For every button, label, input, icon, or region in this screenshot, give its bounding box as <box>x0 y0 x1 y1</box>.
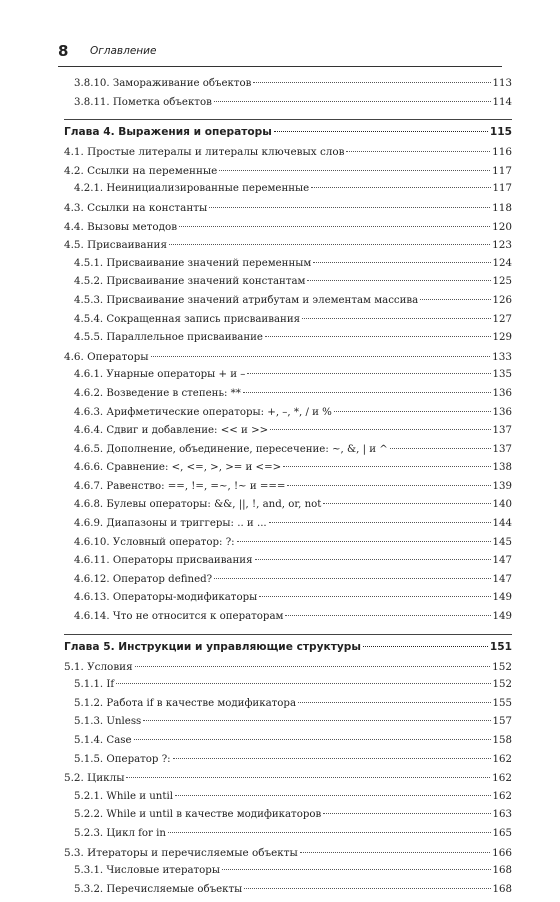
entry-title: 4.6.6. Сравнение: <, <=, >, >= и <=> <box>74 462 282 474</box>
entry-page-number: 117 <box>492 183 512 195</box>
entry-title: 4.5.4. Сокращенная запись присваивания <box>74 313 301 325</box>
entry-page-number: 139 <box>492 480 512 492</box>
entry-title: 4.6.12. Оператор defined? <box>74 573 213 585</box>
dot-leader <box>219 170 490 171</box>
entry-page-number: 162 <box>492 772 512 785</box>
toc-entry <box>64 239 512 258</box>
entry-title: Глава 4. Выражения и операторы <box>64 126 272 139</box>
entry-page-number: 116 <box>492 146 512 159</box>
dot-leader <box>307 280 490 281</box>
dot-leader <box>298 702 491 703</box>
dot-leader <box>259 596 490 597</box>
entry-title: 3.8.11. Пометка объектов <box>74 96 212 108</box>
entry-page-number: 115 <box>489 126 512 139</box>
toc-entry <box>64 388 512 407</box>
dot-leader <box>420 299 490 300</box>
entry-page-number: 149 <box>492 611 512 623</box>
entry-title: 5.3.1. Числовые итераторы <box>74 865 220 877</box>
entry-page-number: 149 <box>492 592 512 604</box>
dot-leader <box>300 852 490 853</box>
entry-page-number: 152 <box>492 679 512 691</box>
entry-title: 4.6.3. Арифметические операторы: +, –, *, / и % <box>74 406 332 418</box>
toc-entry <box>64 295 512 314</box>
dot-leader <box>302 318 491 319</box>
toc-entry <box>64 574 512 593</box>
dot-leader <box>313 262 490 263</box>
entry-title: 3.8.10. Замораживание объектов <box>74 78 252 89</box>
running-title: Оглавление <box>90 45 157 57</box>
entry-title: 5.2.2. While и until в качестве модификаторов <box>74 809 322 821</box>
entry-page-number: 113 <box>492 78 512 89</box>
dot-leader <box>363 646 488 647</box>
entry-title: 4.3. Ссылки на константы <box>64 201 208 214</box>
entry-page-number: 129 <box>492 332 512 344</box>
entry-page-number: 147 <box>492 555 512 567</box>
toc-entry <box>64 462 512 481</box>
dot-leader <box>269 522 491 523</box>
entry-page-number: 138 <box>492 462 512 474</box>
dot-leader <box>247 373 490 374</box>
dot-leader <box>323 813 490 814</box>
entry-page-number: 165 <box>492 827 512 839</box>
entry-title: 4.6.1. Унарные операторы + и – <box>74 369 246 381</box>
toc-entry <box>64 828 512 847</box>
entry-title: 4.6. Операторы <box>64 350 149 363</box>
toc-entry <box>64 332 512 351</box>
entry-title: 4.6.5. Дополнение, объединение, пересечение: ~, &, | и ^ <box>74 443 388 455</box>
toc-entry <box>64 499 512 518</box>
dot-leader <box>173 758 491 759</box>
entry-page-number: 120 <box>492 220 512 233</box>
entry-title: Глава 5. Инструкции и управляющие структуры <box>64 640 361 653</box>
toc-entry <box>64 865 512 884</box>
toc-entry <box>64 481 512 500</box>
toc-entry <box>64 369 512 388</box>
entry-title: 4.6.9. Диапазоны и триггеры: .. и ... <box>74 518 267 530</box>
entry-page-number: 162 <box>492 753 512 765</box>
entry-page-number: 157 <box>492 716 512 728</box>
toc-entry <box>64 735 512 754</box>
entry-page-number: 126 <box>492 294 512 306</box>
entry-page-number: 114 <box>492 96 512 108</box>
dot-leader <box>116 683 490 684</box>
entry-page-number: 140 <box>492 499 512 511</box>
dot-leader <box>151 356 491 357</box>
header-rule <box>58 66 502 67</box>
entry-page-number: 137 <box>492 443 512 455</box>
toc-entry <box>64 537 512 556</box>
entry-page-number: 136 <box>492 387 512 399</box>
entry-page-number: 144 <box>492 518 512 530</box>
entry-title: 4.5.2. Присваивание значений константам <box>74 276 306 288</box>
toc-entry <box>64 555 512 574</box>
dot-leader <box>244 888 490 889</box>
entry-page-number: 152 <box>492 660 512 673</box>
toc-entry <box>64 425 512 444</box>
entry-title: 4.1. Простые литералы и литералы ключевых слов <box>64 146 345 159</box>
entry-page-number: 124 <box>492 257 512 269</box>
entry-title: 5.2.1. While и until <box>74 790 173 802</box>
entry-title: 4.5. Присваивания <box>64 239 168 252</box>
dot-leader <box>143 720 490 721</box>
entry-title: 5.1. Условия <box>64 660 133 673</box>
dot-leader <box>323 503 490 504</box>
toc-entry <box>64 698 512 717</box>
dot-leader <box>346 151 490 152</box>
entry-title: 4.6.8. Булевы операторы: &&, ||, !, and, or, not <box>74 499 322 511</box>
toc-entry <box>64 183 512 202</box>
entry-title: 4.6.14. Что не относится к операторам <box>74 611 284 623</box>
toc-entry <box>64 314 512 333</box>
dot-leader <box>168 832 491 833</box>
entry-page-number: 137 <box>492 425 512 437</box>
toc-chapter-entry <box>64 641 512 661</box>
entry-page-number: 125 <box>492 276 512 288</box>
entry-title: 5.3. Итераторы и перечисляемые объекты <box>64 846 298 859</box>
entry-page-number: 163 <box>492 809 512 821</box>
entry-page-number: 168 <box>492 865 512 877</box>
page-number: 8 <box>58 42 69 60</box>
dot-leader <box>390 448 491 449</box>
entry-title: 4.6.13. Операторы-модификаторы <box>74 592 258 604</box>
toc-entry <box>64 202 512 221</box>
dot-leader <box>274 131 488 132</box>
entry-title: 5.1.4. Case <box>74 735 132 746</box>
entry-title: 4.4. Вызовы методов <box>64 220 178 233</box>
entry-page-number: 168 <box>492 883 512 895</box>
entry-page-number: 158 <box>492 735 512 746</box>
entry-title: 4.5.1. Присваивание значений переменным <box>74 257 312 269</box>
toc-entry <box>64 661 512 680</box>
dot-leader <box>255 559 491 560</box>
toc-entry <box>64 146 512 165</box>
toc-entry <box>64 97 512 116</box>
entry-title: 5.1.2. Работа if в качестве модификатора <box>74 697 297 709</box>
entry-page-number: 136 <box>492 406 512 418</box>
dot-leader <box>214 101 491 102</box>
toc-entry <box>64 611 512 630</box>
dot-leader <box>311 187 490 188</box>
dot-leader <box>334 411 491 412</box>
toc-entry <box>64 165 512 184</box>
entry-page-number: 117 <box>492 164 512 177</box>
dot-leader <box>243 392 491 393</box>
dot-leader <box>270 429 490 430</box>
entry-page-number: 166 <box>492 846 512 859</box>
dot-leader <box>265 336 491 337</box>
toc-entry <box>64 754 512 773</box>
toc-entry <box>64 847 512 866</box>
entry-page-number: 155 <box>492 697 512 709</box>
entry-title: 4.6.4. Сдвиг и добавление: << и >> <box>74 425 269 437</box>
toc-entry <box>64 444 512 463</box>
page-header <box>58 40 502 64</box>
dot-leader <box>175 795 491 796</box>
dot-leader <box>134 739 491 740</box>
entry-title: 4.6.11. Операторы присваивания <box>74 555 253 567</box>
entry-title: 4.5.5. Параллельное присваивание <box>74 332 263 344</box>
toc-entry <box>64 884 512 902</box>
entry-page-number: 127 <box>492 313 512 325</box>
entry-title: 4.5.3. Присваивание значений атрибутам и элементам массива <box>74 294 419 306</box>
entry-title: 4.6.10. Условный оператор: ?: <box>74 536 235 548</box>
entry-title: 5.1.1. If <box>74 679 115 691</box>
dot-leader <box>283 466 490 467</box>
toc-entry <box>64 592 512 611</box>
section-divider <box>64 634 512 635</box>
dot-leader <box>179 226 490 227</box>
dot-leader <box>222 869 491 870</box>
entry-title: 4.6.2. Возведение в степень: ** <box>74 387 241 399</box>
dot-leader <box>126 777 490 778</box>
entry-page-number: 135 <box>492 369 512 381</box>
toc-entry <box>64 351 512 370</box>
entry-page-number: 118 <box>492 201 512 214</box>
toc-entry <box>64 78 512 97</box>
entry-page-number: 162 <box>492 790 512 802</box>
toc-entry <box>64 518 512 537</box>
dot-leader <box>209 207 490 208</box>
section-divider <box>64 119 512 120</box>
toc-entry <box>64 791 512 810</box>
table-of-contents <box>64 78 512 902</box>
entry-title: 5.1.5. Оператор ?: <box>74 753 171 765</box>
toc-entry <box>64 258 512 277</box>
entry-title: 4.6.7. Равенство: ==, !=, =~, !~ и === <box>74 480 286 492</box>
entry-title: 4.2.1. Неинициализированные переменные <box>74 183 310 195</box>
dot-leader <box>285 615 490 616</box>
entry-title: 5.2. Циклы <box>64 772 125 785</box>
dot-leader <box>169 244 490 245</box>
toc-entry <box>64 221 512 240</box>
dot-leader <box>135 666 491 667</box>
toc-chapter-entry <box>64 126 512 146</box>
entry-title: 5.2.3. Цикл for in <box>74 827 166 839</box>
toc-entry <box>64 716 512 735</box>
entry-page-number: 145 <box>492 536 512 548</box>
toc-entry <box>64 407 512 426</box>
entry-title: 4.2. Ссылки на переменные <box>64 164 218 177</box>
entry-title: 5.3.2. Перечисляемые объекты <box>74 883 243 895</box>
entry-title: 5.1.3. Unless <box>74 716 142 728</box>
dot-leader <box>253 82 490 83</box>
entry-page-number: 151 <box>489 640 512 653</box>
toc-entry <box>64 276 512 295</box>
toc-entry <box>64 679 512 698</box>
entry-page-number: 133 <box>492 350 512 363</box>
toc-entry <box>64 772 512 791</box>
dot-leader <box>214 578 490 579</box>
toc-entry <box>64 809 512 828</box>
dot-leader <box>287 485 490 486</box>
entry-page-number: 147 <box>492 573 512 585</box>
entry-page-number: 123 <box>492 239 512 252</box>
dot-leader <box>237 541 491 542</box>
